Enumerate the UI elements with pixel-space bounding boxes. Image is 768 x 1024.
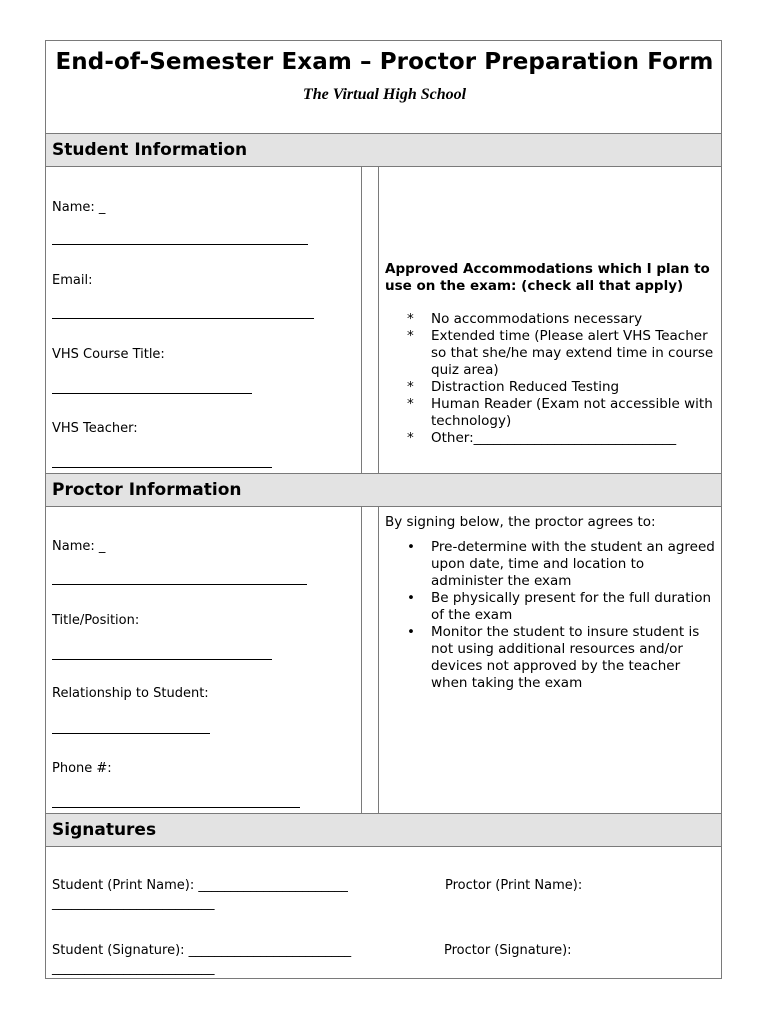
accommodation-option [407, 311, 719, 328]
accommodation-option-marker: * [407, 396, 414, 412]
student-info-header [46, 133, 721, 167]
accommodations-heading: Approved Accommodations which I plan to use on the exam: (check all that apply) [385, 261, 710, 294]
student-name-line[interactable] [52, 244, 308, 245]
accommodation-option-text: Extended time (Please alert VHS Teacher so that she/he may extend time in course quiz area) [431, 328, 714, 378]
accommodation-option [407, 379, 719, 396]
phone-label: Phone #: [52, 761, 112, 776]
agreement-item-marker: • [407, 624, 415, 640]
student-info-heading: Student Information [52, 140, 248, 160]
accommodation-option [407, 396, 719, 430]
agreement-item-text: Monitor the student to insure student is not using additional resources and/or devices not approved by the teacher when taking the exam [431, 624, 700, 691]
column-divider [361, 166, 362, 473]
accommodation-option-text: No accommodations necessary [431, 311, 643, 327]
accommodation-option-marker: * [407, 328, 414, 344]
teacher-label: VHS Teacher: [52, 421, 138, 436]
accommodation-option-marker: * [407, 430, 414, 446]
column-divider [361, 506, 362, 813]
accommodation-option [407, 430, 719, 447]
accommodation-option-text: Distraction Reduced Testing [431, 379, 620, 395]
relationship-line[interactable] [52, 733, 210, 734]
proctor-title-line[interactable] [52, 659, 272, 660]
teacher-line[interactable] [52, 467, 272, 468]
proctor-info-header [46, 473, 721, 507]
proctor-name-label: Name: _ [52, 539, 106, 554]
agreement-intro: By signing below, the proctor agrees to: [385, 514, 656, 530]
student-print-name-label: Student (Print Name): _______________________ [52, 878, 348, 893]
column-divider [378, 506, 379, 813]
accommodation-option-marker: * [407, 311, 414, 327]
accommodation-option-marker: * [407, 379, 414, 395]
proctor-title-label: Title/Position: [52, 613, 140, 628]
column-divider [378, 166, 379, 473]
signatures-heading: Signatures [52, 820, 157, 840]
phone-line[interactable] [52, 807, 300, 808]
agreement-item-marker: • [407, 590, 415, 606]
accommodation-option-text: Human Reader (Exam not accessible with technology) [431, 396, 713, 429]
agreement-list [407, 539, 719, 692]
agreement-item-text: Pre-determine with the student an agreed upon date, time and location to administer the exam [431, 539, 715, 589]
student-name-label: Name: _ [52, 200, 106, 215]
accommodations-list [407, 311, 719, 447]
accommodation-option [407, 328, 719, 379]
agreement-item [407, 590, 719, 624]
accommodation-option-text: Other:______________________________ [431, 430, 677, 446]
agreement-item [407, 539, 719, 590]
proctor-info-heading: Proctor Information [52, 480, 242, 500]
student-email-label: Email: [52, 273, 93, 288]
relationship-label: Relationship to Student: [52, 686, 209, 701]
agreement-item-marker: • [407, 539, 415, 555]
proctor-preparation-form [45, 40, 722, 979]
form-title: End-of-Semester Exam – Proctor Preparation Form [55, 49, 714, 75]
proctor-name-line[interactable] [52, 584, 307, 585]
proctor-print-name-label: Proctor (Print Name): [445, 878, 583, 893]
course-title-line[interactable] [52, 393, 252, 394]
student-signature-label: Student (Signature): _________________________ [52, 943, 352, 958]
proctor-signature-label: Proctor (Signature): [444, 943, 572, 958]
agreement-item-text: Be physically present for the full duration of the exam [431, 590, 712, 623]
school-name: The Virtual High School [302, 86, 467, 103]
signatures-header [46, 813, 721, 847]
student-signature-line[interactable]: _________________________ [52, 961, 215, 976]
course-title-label: VHS Course Title: [52, 347, 165, 362]
student-print-name-line[interactable]: _________________________ [52, 896, 215, 911]
student-email-line[interactable] [52, 318, 314, 319]
agreement-item [407, 624, 719, 692]
